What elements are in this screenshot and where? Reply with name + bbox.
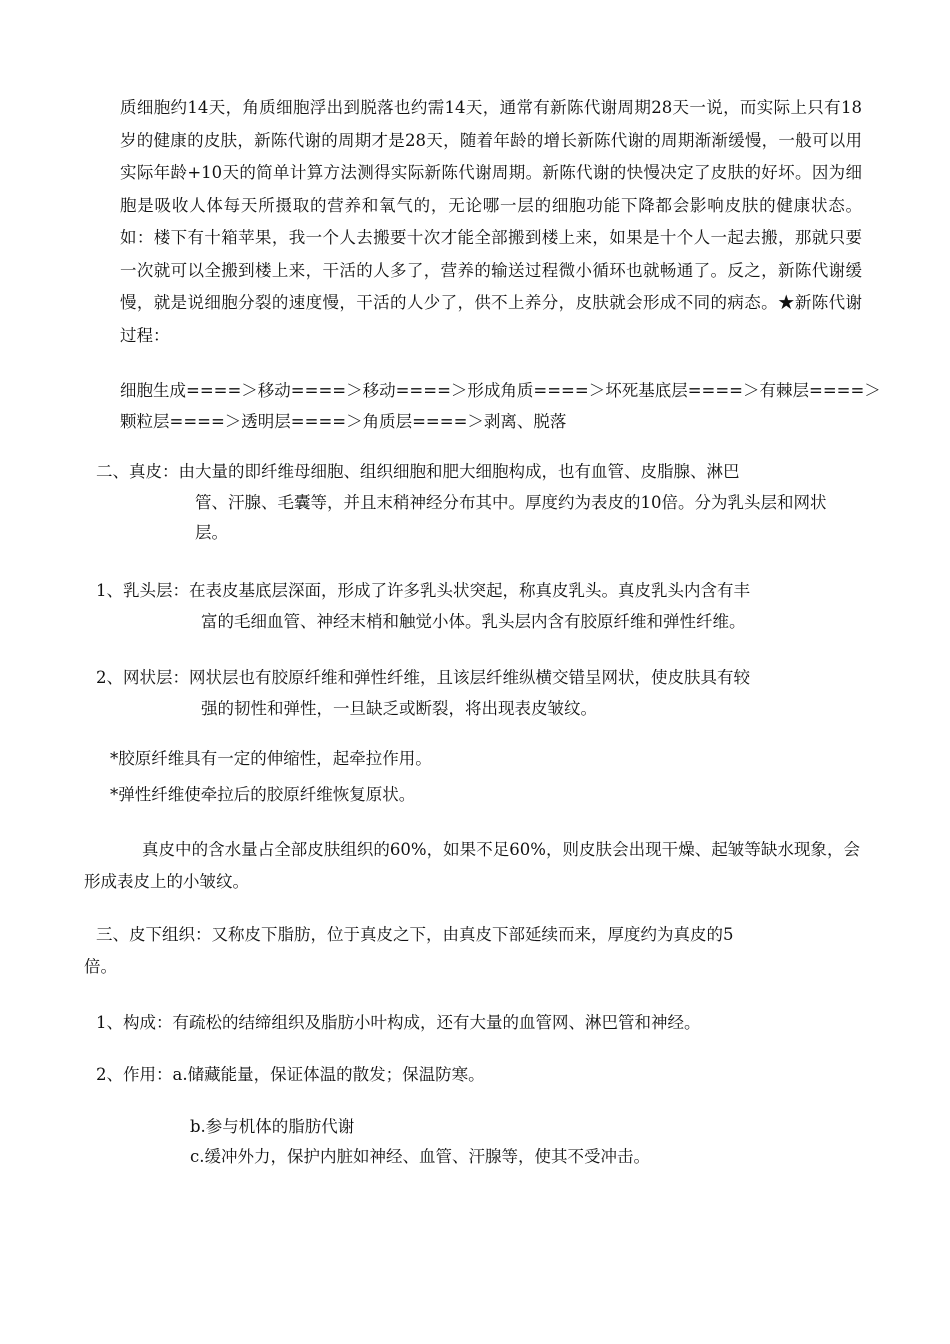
papillary-layer-heading: 1、乳头层：在表皮基底层深面，形成了许多乳头状突起，称真皮乳头。真皮乳头内含有丰 <box>96 581 750 600</box>
function-item-b: b.参与机体的脂肪代谢 <box>190 1117 355 1136</box>
reticular-layer-heading: 2、网状层：网状层也有胶原纤维和弹性纤维，且该层纤维纵横交错呈网状，使皮肤具有较 <box>96 668 750 687</box>
papillary-layer-section <box>96 576 856 637</box>
collagen-note: *胶原纤维具有一定的伸缩性，起牵拉作用。 <box>110 749 432 768</box>
subcutaneous-continuation: 倍。 <box>84 956 117 976</box>
elastic-fiber-note: *弹性纤维使牵拉后的胶原纤维恢复原状。 <box>110 785 416 804</box>
metabolism-process-line-2: 颗粒层====＞透明层====＞角质层====＞剥离、脱落 <box>120 412 567 431</box>
metabolism-process-line-1: 细胞生成====＞移动====＞移动====＞形成角质====＞坏死基底层====＞有棘层====＞ <box>120 381 881 400</box>
function-item: 2、作用：a.储藏能量，保证体温的散发；保温防寒。 <box>96 1065 485 1084</box>
papillary-layer-continuation: 富的毛细血管、神经末梢和触觉小体。乳头层内含有胶原纤维和弹性纤维。 <box>201 611 746 631</box>
dermis-section <box>96 457 856 549</box>
reticular-layer-section <box>96 663 856 724</box>
subcutaneous-section <box>84 919 866 982</box>
function-item-c: c.缓冲外力，保护内脏如神经、血管、汗腺等，使其不受冲击。 <box>190 1147 650 1166</box>
subcutaneous-heading: 三、皮下组织：又称皮下脂肪，位于真皮之下，由真皮下部延续而来，厚度约为真皮的5 <box>96 925 734 944</box>
dermis-continuation: 管、汗腺、毛囊等，并且末稍神经分布其中。厚度约为表皮的10倍。分为乳头层和网状层。 <box>195 492 827 542</box>
reticular-layer-continuation: 强的韧性和弹性，一旦缺乏或断裂，将出现表皮皱纹。 <box>201 698 597 718</box>
metabolism-paragraph: 质细胞约14天，角质细胞浮出到脱落也约需14天，通常有新陈代谢周期28天一说，而实际上只有18岁的健康的皮肤，新陈代谢的周期才是28天，随着年龄的增长新陈代谢的周期渐渐缓慢，一般可以用实际年龄+10天的简单计算方法测得实际新陈代谢周期。新陈代谢的快慢决定了皮肤的好坏。因为细胞是吸收人体每天所摄取的营养和氧气的，无论哪一层的细胞功能下降都会影响皮肤的健康状态。如：楼下有十箱苹果，我一个人去搬要十次才能全部搬到楼上来，如果是十个人一起去搬，那就只要一次就可以全搬到楼上来，干活的人多了，营养的输送过程微小循环也就畅通了。反之，新陈代谢缓慢，就是说细胞分裂的速度慢，干活的人少了，供不上养分，皮肤就会形成不同的病态。★新陈代谢过程： <box>120 98 862 345</box>
water-content-paragraph: 真皮中的含水量占全部皮肤组织的60%，如果不足60%，则皮肤会出现干燥、起皱等缺水现象，会形成表皮上的小皱纹。 <box>84 840 860 891</box>
dermis-heading: 二、真皮：由大量的即纤维母细胞、组织细胞和肥大细胞构成，也有血管、皮脂腺、淋巴 <box>96 462 740 481</box>
composition-item: 1、构成：有疏松的结缔组织及脂肪小叶构成，还有大量的血管网、淋巴管和神经。 <box>96 1013 701 1032</box>
